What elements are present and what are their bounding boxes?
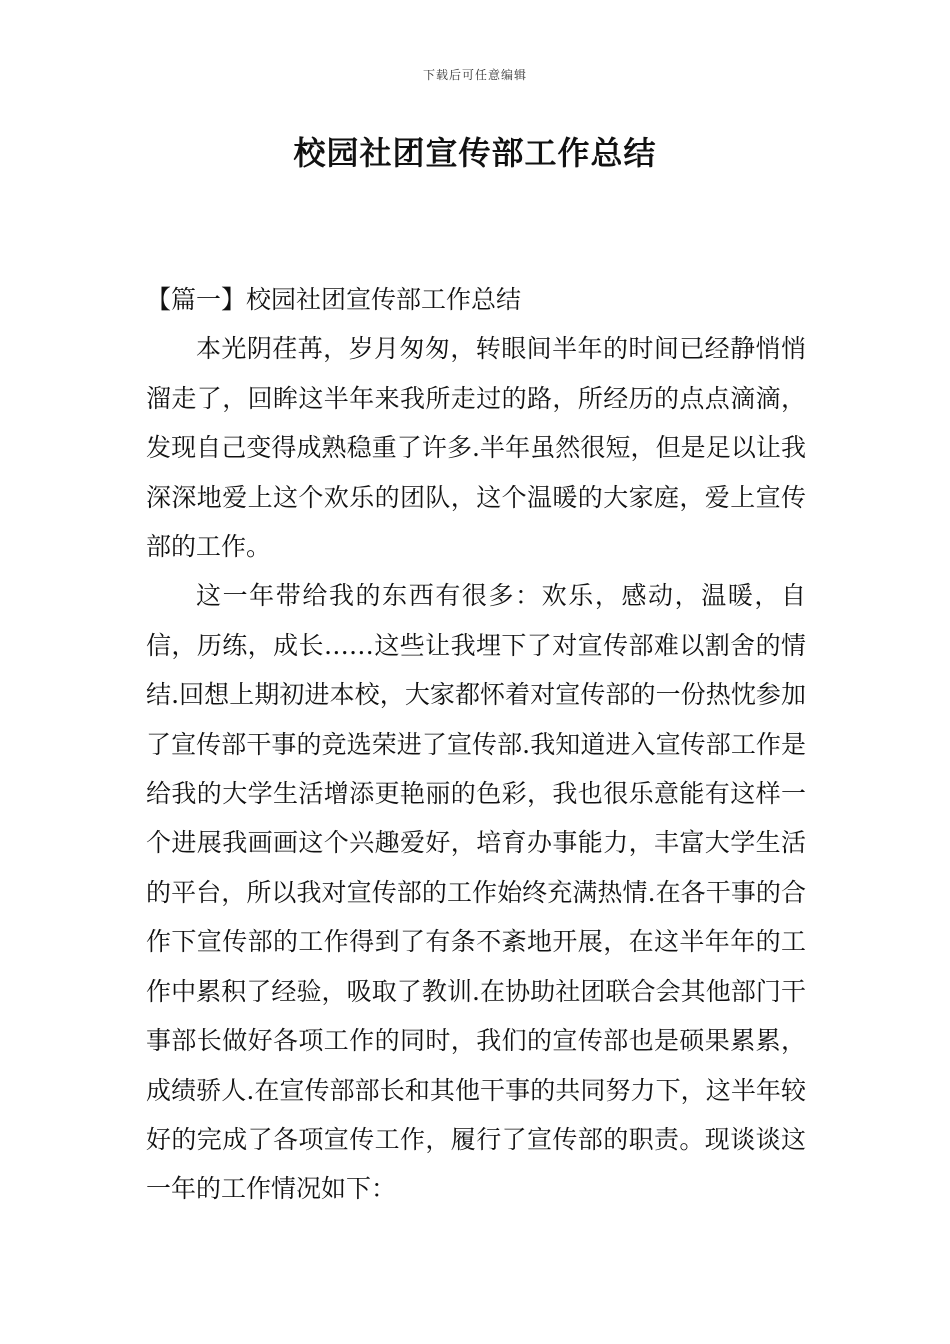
paragraph-1: 本光阴荏苒，岁月匆匆，转眼间半年的时间已经静悄悄溜走了，回眸这半年来我所走过的路，所经历的点点滴滴，发现自己变得成熟稳重了许多.半年虽然很短，但是足以让我深深地爱上这个欢乐的团队，这个温暖的大家庭，爱上宣传部的工作。	[146, 334, 806, 562]
document-title: 校园社团宣传部工作总结	[293, 134, 657, 172]
document-body	[146, 275, 806, 1214]
section-heading: 【篇一】校园社团宣传部工作总结	[146, 285, 522, 314]
header-note: 下载后可任意编辑	[422, 68, 527, 82]
paragraph-2: 这一年带给我的东西有很多：欢乐，感动，温暖，自信，历练，成长……这些让我埋下了对宣传部难以割舍的情结.回想上期初进本校，大家都怀着对宣传部的一份热忱参加了宣传部干事的竞选荣进了宣传部.我知道进入宣传部工作是给我的大学生活增添更艳丽的色彩，我也很乐意能有这样一个进展我画画这个兴趣爱好，培育办事能力，丰富大学生活的平台，所以我对宣传部的工作始终充满热情.在各干事的合作下宣传部的工作得到了有条不紊地开展，在这半年年的工作中累积了经验，吸取了教训.在协助社团联合会其他部门干事部长做好各项工作的同时，我们的宣传部也是硕果累累，成绩骄人.在宣传部部长和其他干事的共同努力下，这半年较好的完成了各项宣传工作，履行了宣传部的职责。现谈谈这一年的工作情况如下：	[146, 581, 806, 1204]
